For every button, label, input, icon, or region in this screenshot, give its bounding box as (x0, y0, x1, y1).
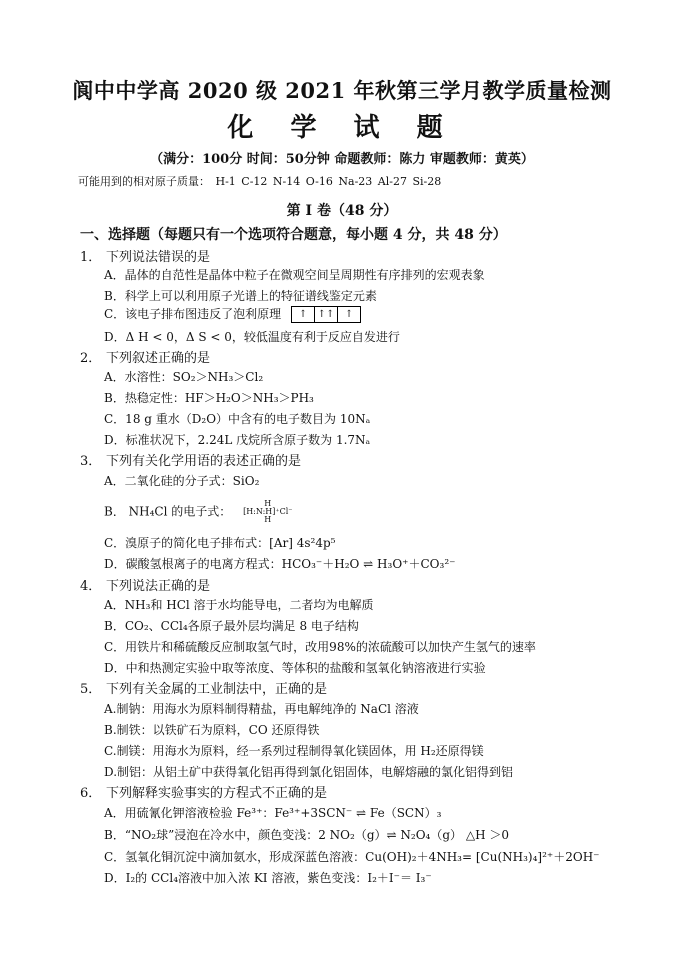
option-text: B． NH₄Cl 的电子式： (104, 504, 232, 519)
orbital-box: ↑ (291, 306, 315, 323)
question-6 (80, 782, 327, 801)
section-heading: 一、选择题（每题只有一个选项符合题意，每小题 4 分，共 48 分） (80, 227, 507, 243)
question-number: 3． (80, 454, 102, 469)
option-c: C．用铁片和稀硫酸反应制取氢气时，改用98%的浓硫酸可以加快产生氢气的速率 (104, 640, 536, 654)
question-stem: 下列说法错误的是 (106, 250, 211, 265)
option-text: C．该电子排布图违反了泡利原理 (104, 307, 282, 321)
question-4 (80, 575, 210, 594)
option-a: A．二氧化硅的分子式：SiO₂ (104, 474, 260, 488)
option-b: B．科学上可以利用原子光谱上的特征谱线鉴定元素 (104, 289, 377, 303)
orbital-box: ↑↑ (314, 306, 338, 323)
question-number: 1． (80, 250, 102, 265)
option-c: C．氢氧化铜沉淀中滴加氨水，形成深蓝色溶液：Cu(OH)₂＋4NH₃= [Cu(NH₃)₄]²⁺＋2OH⁻ (104, 850, 600, 864)
option-c: C.制镁：用海水为原料，经一系列过程制得氧化镁固体，用 H₂还原得镁 (104, 744, 484, 758)
option-d: D．中和热测定实验中取等浓度、等体积的盐酸和氢氧化钠溶液进行实验 (104, 661, 486, 675)
option-a: A.制钠：用海水为原料制得精盐，再电解纯净的 NaCl 溶液 (104, 702, 419, 716)
question-5 (80, 678, 327, 697)
part-heading: 第 I 卷（48 分） (286, 203, 398, 219)
option-d: D．Δ H < 0，Δ S < 0，较低温度有利于反应自发进行 (104, 330, 400, 344)
question-stem: 下列有关化学用语的表述正确的是 (106, 454, 302, 469)
question-3 (80, 450, 301, 469)
orbital-box: ↑ (337, 306, 361, 323)
option-b: B．“NO₂球”浸泡在冷水中，颜色变浅：2 NO₂（g）⇌ N₂O₄（g） △H ＞0 (104, 828, 509, 842)
option-d: D．标准状况下，2.24L 戊烷所含原子数为 1.7Nₐ (104, 433, 371, 447)
question-number: 5． (80, 682, 102, 697)
electron-formula-text: [H:N:H]⁺Cl⁻ (243, 507, 293, 516)
orbital-diagram (291, 306, 360, 323)
option-a: A．水溶性：SO₂＞NH₃＞Cl₂ (104, 370, 264, 384)
question-stem: 下列有关金属的工业制法中，正确的是 (106, 682, 328, 697)
option-b (104, 500, 293, 524)
option-b: B.制铁：以铁矿石为原料，CO 还原得铁 (104, 723, 320, 737)
option-a: A．NH₃和 HCl 溶于水均能导电，二者均为电解质 (104, 598, 374, 612)
question-number: 4． (80, 579, 102, 594)
question-number: 2． (80, 351, 102, 366)
exam-title: 阆中中学高 2020 级 2021 年秋第三学月教学质量检测 (72, 78, 612, 103)
option-b: B．热稳定性：HF＞H₂O＞NH₃＞PH₃ (104, 391, 314, 405)
question-1 (80, 246, 210, 265)
subject-title: 化 学 试 题 (227, 113, 457, 143)
option-d: D．碳酸氢根离子的电离方程式：HCO₃⁻＋H₂O ⇌ H₃O⁺＋CO₃²⁻ (104, 557, 456, 571)
question-stem: 下列叙述正确的是 (106, 351, 211, 366)
option-d: D．I₂的 CCl₄溶液中加入浓 KI 溶液，紫色变浅：I₂＋I⁻＝ I₃⁻ (104, 871, 432, 885)
option-a: A．晶体的自范性是晶体中粒子在微观空间呈周期性有序排列的宏观表象 (104, 268, 485, 282)
option-a: A．用硫氰化钾溶液检验 Fe³⁺：Fe³⁺+3SCN⁻ ⇌ Fe（SCN）₃ (104, 806, 442, 820)
option-c: C．18 g 重水（D₂O）中含有的电子数目为 10Nₐ (104, 412, 371, 426)
electron-formula: H [H:N:H]⁺Cl⁻ H (243, 499, 293, 524)
question-stem: 下列解释实验事实的方程式不正确的是 (106, 786, 328, 801)
question-stem: 下列说法正确的是 (106, 579, 211, 594)
exam-meta: （满分：100分 时间：50分钟 命题教师：陈力 审题教师：黄英） (150, 152, 534, 167)
question-2 (80, 347, 210, 366)
option-c: C．溴原子的简化电子排布式：[Ar] 4s²4p⁵ (104, 536, 336, 550)
option-c (104, 305, 360, 323)
atomic-masses: 可能用到的相对原子质量： H-1 C-12 N-14 O-16 Na-23 Al-27 Si-28 (78, 175, 442, 188)
question-number: 6． (80, 786, 102, 801)
option-d: D.制铝：从铝土矿中获得氧化铝再得到氯化铝固体，电解熔融的氯化铝得到铝 (104, 765, 514, 779)
option-b: B．CO₂、CCl₄各原子最外层均满足 8 电子结构 (104, 619, 359, 633)
